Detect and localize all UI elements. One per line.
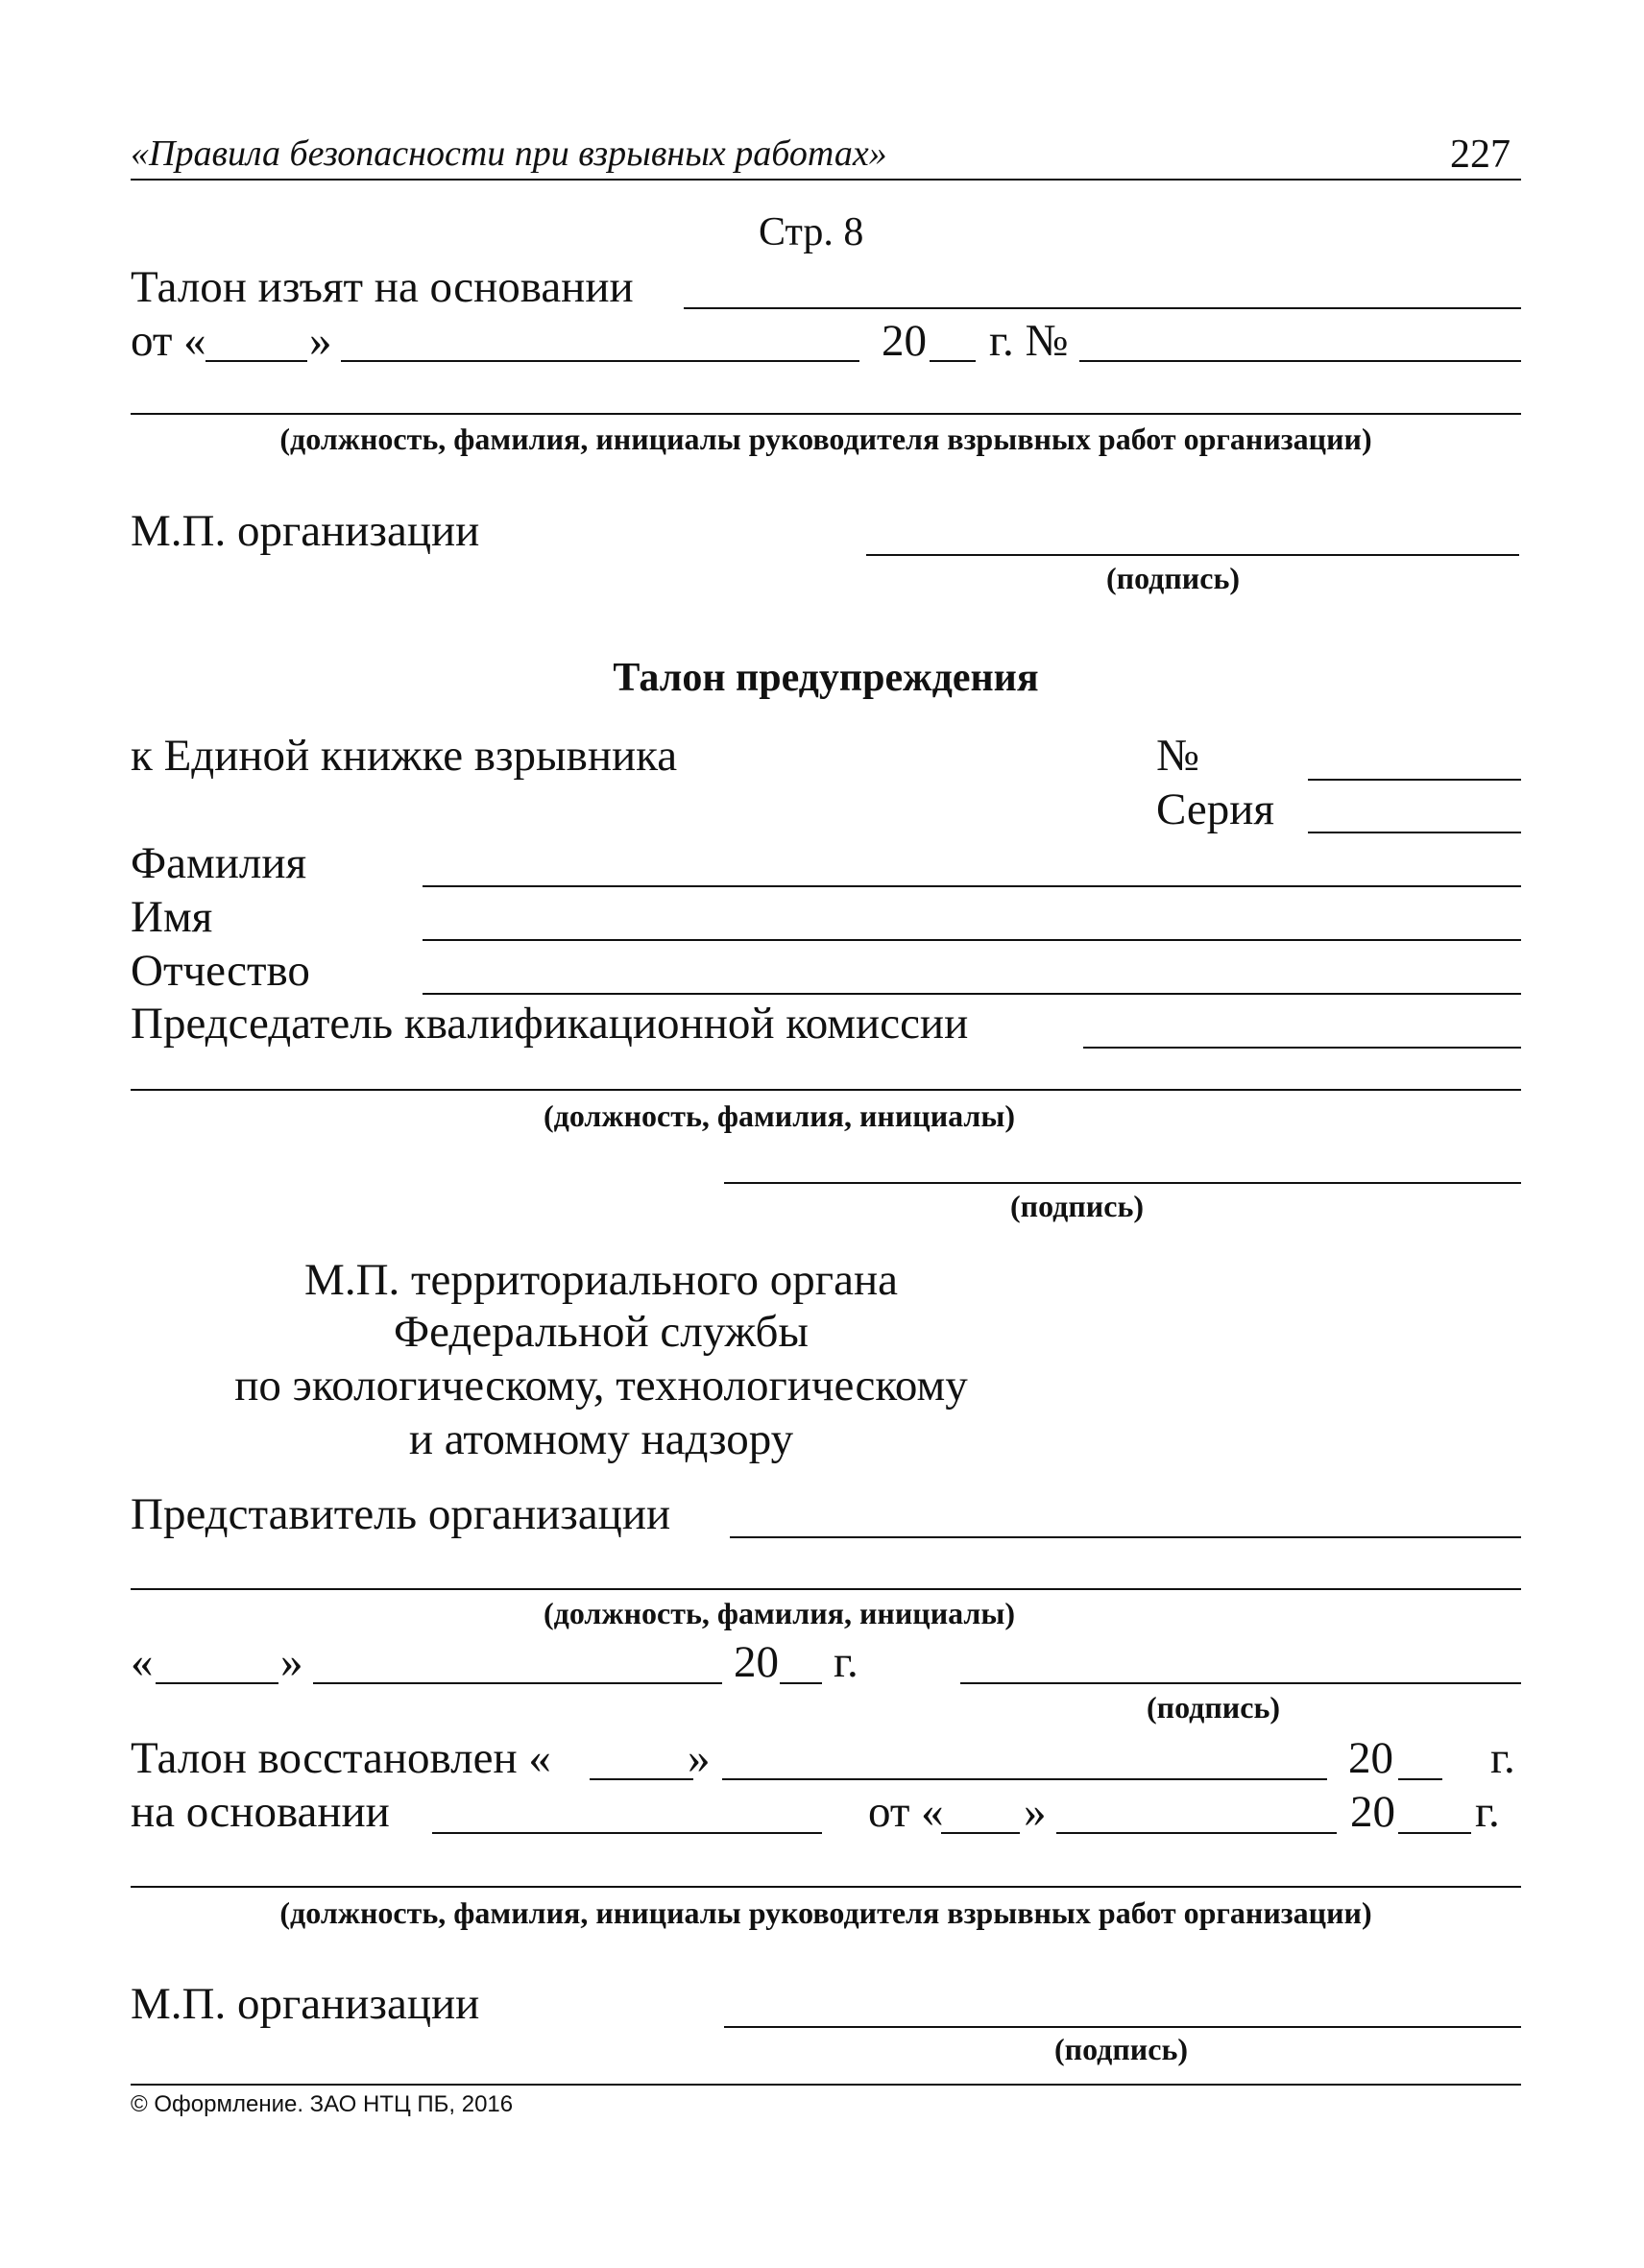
- restored-year-suffix: г.: [1490, 1733, 1515, 1783]
- basis-label: на основании: [131, 1787, 390, 1837]
- restoration-position-field[interactable]: [131, 1886, 1521, 1888]
- basis-field[interactable]: [432, 1832, 822, 1834]
- restored-day-field[interactable]: [590, 1778, 693, 1780]
- position-field[interactable]: [131, 413, 1521, 415]
- number-field[interactable]: [1079, 360, 1521, 362]
- territorial-stamp-line-2: Федеральной службы: [394, 1307, 809, 1357]
- page-label: Стр. 8: [759, 210, 864, 254]
- caption-signature-restoration: (подпись): [1054, 2032, 1189, 2066]
- restoration-stamp-label: М.П. организации: [131, 1979, 480, 2029]
- from-open: от «: [131, 316, 206, 366]
- name-label: Имя: [131, 892, 213, 942]
- caption-position: (должность, фамилия, инициалы руководителя взрывных работ организации): [279, 422, 1372, 456]
- footer-rule: [131, 2084, 1521, 2086]
- rep-year-suffix: г.: [834, 1637, 858, 1687]
- chairman-position-field[interactable]: [131, 1089, 1521, 1091]
- surname-label: Фамилия: [131, 838, 307, 888]
- restored-year-field[interactable]: [1398, 1778, 1442, 1780]
- basis-month-field[interactable]: [1056, 1832, 1337, 1834]
- book-title: «Правила безопасности при взрывных работах»: [131, 133, 887, 174]
- caption-signature: (подпись): [1106, 561, 1241, 595]
- chairman-signature-field[interactable]: [724, 1182, 1521, 1184]
- representative-position-field[interactable]: [131, 1588, 1521, 1590]
- basis-year-suffix: г.: [1475, 1787, 1500, 1837]
- caption-signature-chairman: (подпись): [1010, 1189, 1145, 1223]
- year-prefix: 20: [882, 316, 927, 366]
- chairman-label: Председатель квалификационной комиссии: [131, 999, 969, 1049]
- restored-close: »: [688, 1733, 711, 1783]
- stamp-label: М.П. организации: [131, 506, 480, 556]
- month-field[interactable]: [341, 360, 859, 362]
- territorial-stamp-line-4: и атомному надзору: [408, 1414, 794, 1464]
- caption-signature-representative: (подпись): [1147, 1690, 1281, 1725]
- restoration-signature-field[interactable]: [724, 2026, 1521, 2028]
- rep-year-field[interactable]: [780, 1682, 822, 1684]
- year-suffix: г. №: [989, 316, 1069, 366]
- date-open: «: [131, 1637, 154, 1687]
- from-close: »: [309, 316, 332, 366]
- day-field[interactable]: [206, 360, 307, 362]
- restored-month-field[interactable]: [722, 1778, 1327, 1780]
- header-rule: [131, 179, 1521, 181]
- basis-year-field[interactable]: [1398, 1832, 1471, 1834]
- caption-position-restoration: (должность, фамилия, инициалы руководителя взрывных работ организации): [279, 1895, 1372, 1930]
- surname-field[interactable]: [423, 885, 1521, 887]
- caption-position-chairman: (должность, фамилия, инициалы): [544, 1098, 1015, 1133]
- basis-from-close: »: [1024, 1787, 1047, 1837]
- representative-field[interactable]: [730, 1536, 1521, 1538]
- series-label: Серия: [1156, 784, 1275, 834]
- rep-day-field[interactable]: [156, 1682, 278, 1684]
- basis-from-open: от «: [868, 1787, 944, 1837]
- page-number: 227: [1450, 133, 1511, 177]
- basis-year-prefix: 20: [1350, 1787, 1395, 1837]
- representative-label: Представитель организации: [131, 1489, 671, 1539]
- patronymic-field[interactable]: [423, 993, 1521, 995]
- rep-signature-field[interactable]: [960, 1682, 1521, 1684]
- ticket-number-field[interactable]: [1308, 779, 1521, 781]
- caption-position-representative: (должность, фамилия, инициалы): [544, 1596, 1015, 1630]
- territorial-stamp-line-3: по экологическому, технологическому: [234, 1361, 968, 1411]
- footer-copyright: © Оформление. ЗАО НТЦ ПБ, 2016: [131, 2091, 514, 2117]
- basis-day-field[interactable]: [941, 1832, 1020, 1834]
- year-field[interactable]: [930, 360, 976, 362]
- chairman-field[interactable]: [1083, 1047, 1521, 1049]
- withdrawn-basis-field[interactable]: [684, 307, 1521, 309]
- warning-subtitle: к Единой книжке взрывника: [131, 731, 678, 781]
- series-field[interactable]: [1308, 832, 1521, 833]
- rep-month-field[interactable]: [313, 1682, 722, 1684]
- patronymic-label: Отчество: [131, 946, 310, 996]
- warning-title: Талон предупреждения: [613, 656, 1039, 700]
- withdrawn-label: Талон изъят на основании: [131, 262, 634, 312]
- name-field[interactable]: [423, 939, 1521, 941]
- date-close: »: [280, 1637, 303, 1687]
- rep-year-prefix: 20: [734, 1637, 779, 1687]
- restored-year-prefix: 20: [1348, 1733, 1393, 1783]
- number-label: №: [1156, 731, 1199, 781]
- territorial-stamp-line-1: М.П. территориального органа: [304, 1255, 898, 1305]
- signature-field[interactable]: [866, 554, 1519, 556]
- restored-label: Талон восстановлен «: [131, 1733, 551, 1783]
